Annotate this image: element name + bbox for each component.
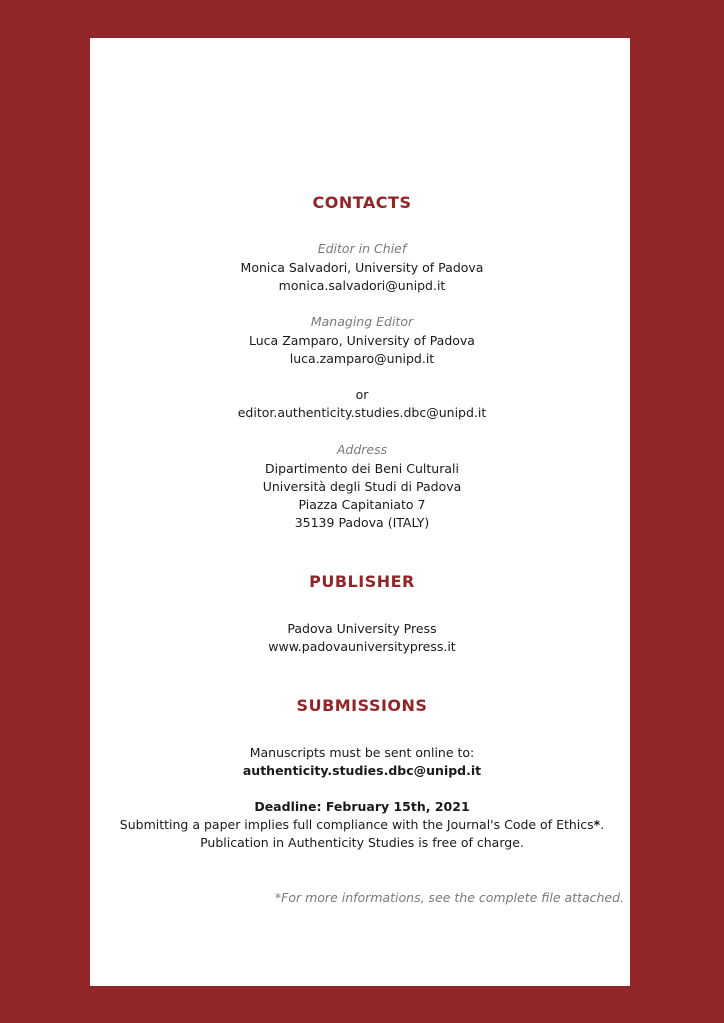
address-role: Address bbox=[336, 442, 388, 457]
alt-contact-email[interactable]: editor.authenticity.studies.dbc@unipd.it bbox=[237, 405, 487, 420]
compliance-text: Submitting a paper implies full compliance with the Journal's Code of Ethics bbox=[119, 817, 594, 832]
editor-in-chief-name: Monica Salvadori, University of Padova bbox=[240, 260, 484, 275]
managing-editor-name: Luca Zamparo, University of Padova bbox=[249, 333, 475, 348]
submissions-heading: SUBMISSIONS bbox=[296, 696, 428, 715]
free-of-charge-statement: Publication in Authenticity Studies is free of charge. bbox=[200, 835, 524, 850]
editor-in-chief-email[interactable]: monica.salvadori@unipd.it bbox=[278, 278, 446, 293]
publisher-name: Padova University Press bbox=[287, 621, 437, 636]
submissions-intro: Manuscripts must be sent online to: bbox=[249, 745, 475, 760]
address-line: Università degli Studi di Padova bbox=[262, 479, 462, 494]
compliance-mark: * bbox=[593, 817, 601, 832]
compliance-statement bbox=[0, 816, 724, 835]
publisher-website[interactable]: www.padovauniversitypress.it bbox=[268, 639, 456, 654]
footnote: *For more informations, see the complete file attached. bbox=[274, 890, 624, 905]
address-line: Dipartimento dei Beni Culturali bbox=[265, 461, 459, 476]
or-label: or bbox=[355, 387, 369, 402]
managing-editor-role: Managing Editor bbox=[310, 314, 414, 329]
address-line: 35139 Padova (ITALY) bbox=[294, 515, 430, 530]
submission-deadline: Deadline: February 15th, 2021 bbox=[254, 799, 470, 814]
managing-editor-email[interactable]: luca.zamparo@unipd.it bbox=[289, 351, 435, 366]
editor-in-chief-role: Editor in Chief bbox=[317, 241, 407, 256]
contacts-heading: CONTACTS bbox=[312, 193, 412, 212]
publisher-heading: PUBLISHER bbox=[309, 572, 415, 591]
address-line: Piazza Capitaniato 7 bbox=[298, 497, 426, 512]
compliance-end: . bbox=[600, 817, 605, 832]
submissions-email[interactable]: authenticity.studies.dbc@unipd.it bbox=[242, 763, 482, 778]
